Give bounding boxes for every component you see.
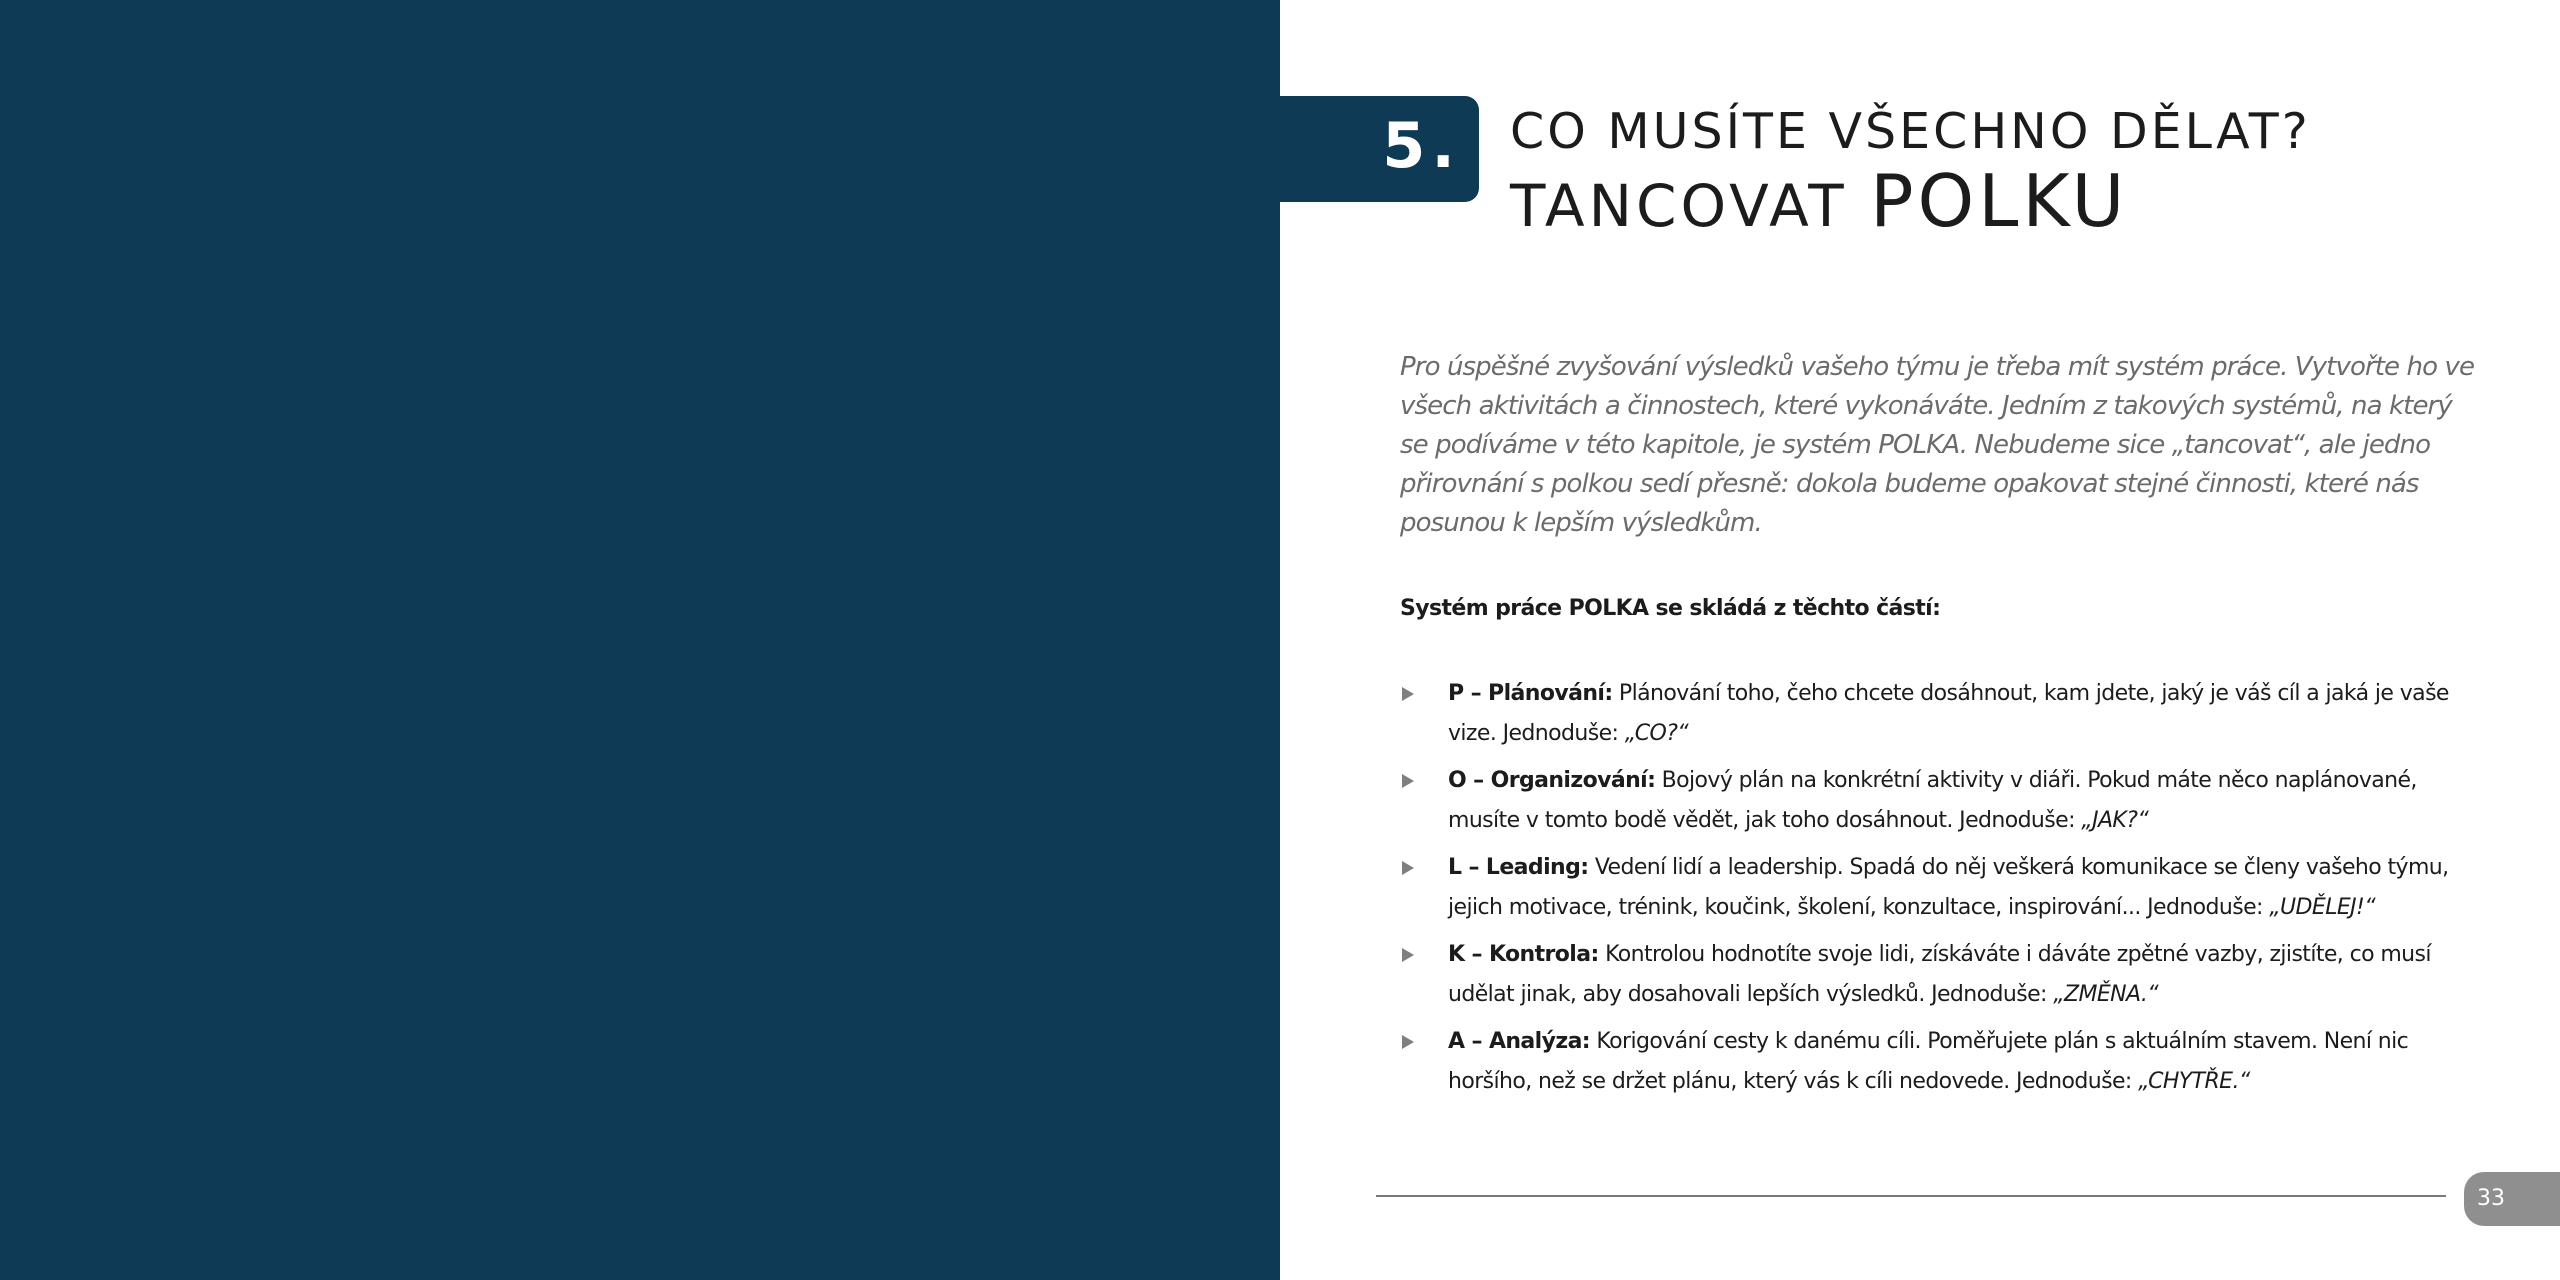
triangle-bullet-icon	[1402, 1035, 1414, 1049]
item-text: Korigování cesty k danému cíli. Poměřujete plán s aktuálním stavem. Není nic horšího, než se držet plánu, který vás k cíli nedovede. Jednoduše:	[1448, 1029, 2409, 1094]
list-heading: Systém práce POLKA se skládá z těchto částí:	[1400, 596, 1941, 621]
item-key: P – Plánování:	[1448, 681, 1613, 706]
page-number: 33	[2477, 1186, 2505, 1211]
intro-paragraph: Pro úspěšné zvyšování výsledků vašeho týmu je třeba mít systém práce. Vytvořte ho ve všech aktivitách a činnostech, které vykonáváte. Jedním z takových systémů, na který se podíváme v této kapitole, je systém POLKA. Nebudeme sice „tancovat“, ale jedno přirovnání s polkou sedí přesně: dokola budeme opakovat stejné činnosti, které nás posunou k lepším výsledkům.	[1400, 352, 2475, 538]
item-key: O – Organizování:	[1448, 768, 1656, 793]
chapter-number-tab	[1280, 96, 1479, 202]
list-item-a	[1400, 1022, 2480, 1102]
chapter-title	[1510, 100, 2311, 243]
list-item-p	[1400, 674, 2480, 754]
item-key: L – Leading:	[1448, 855, 1589, 880]
item-text: Plánování toho, čeho chcete dosáhnout, kam jdete, jaký je váš cíl a jaká je vaše vize. Jednoduše:	[1448, 681, 2449, 746]
list-item-k	[1400, 935, 2480, 1015]
item-tag: „CO?“	[1624, 721, 1689, 746]
footer-divider	[1376, 1195, 2446, 1197]
triangle-bullet-icon	[1402, 948, 1414, 962]
item-key: K – Kontrola:	[1448, 942, 1599, 967]
item-tag: „ZMĚNA.“	[2053, 982, 2159, 1007]
chapter-title-prefix: TANCOVAT	[1510, 172, 1848, 240]
list-item-l	[1400, 848, 2480, 928]
list-item-o	[1400, 761, 2480, 841]
item-text: Kontrolou hodnotíte svoje lidi, získáváte i dáváte zpětné vazby, zjistíte, co musí udělat jinak, aby dosahovali lepších výsledků. Jednoduše:	[1448, 942, 2431, 1007]
triangle-bullet-icon	[1402, 861, 1414, 875]
chapter-number: 5.	[1382, 109, 1461, 182]
chapter-title-main: POLKU	[1870, 159, 2129, 243]
item-text: Bojový plán na konkrétní aktivity v diáři. Pokud máte něco naplánované, musíte v tomto bodě vědět, jak toho dosáhnout. Jednoduše:	[1448, 768, 2417, 833]
page-number-tab	[2464, 1172, 2560, 1226]
item-tag: „JAK?“	[2081, 808, 2149, 833]
item-text: Vedení lidí a leadership. Spadá do něj veškerá komunikace se členy vašeho týmu, jejich motivace, trénink, koučink, školení, konzultace, inspirování... Jednoduše:	[1448, 855, 2449, 920]
item-tag: „UDĚLEJ!“	[2269, 895, 2376, 920]
item-key: A – Analýza:	[1448, 1029, 1591, 1054]
chapter-title-line2	[1510, 159, 2311, 243]
triangle-bullet-icon	[1402, 774, 1414, 788]
triangle-bullet-icon	[1402, 687, 1414, 701]
polka-list	[1400, 674, 2480, 1109]
item-tag: „CHYTŘE.“	[2138, 1069, 2250, 1094]
chapter-title-line1: CO MUSÍTE VŠECHNO DĚLAT?	[1510, 103, 2311, 160]
